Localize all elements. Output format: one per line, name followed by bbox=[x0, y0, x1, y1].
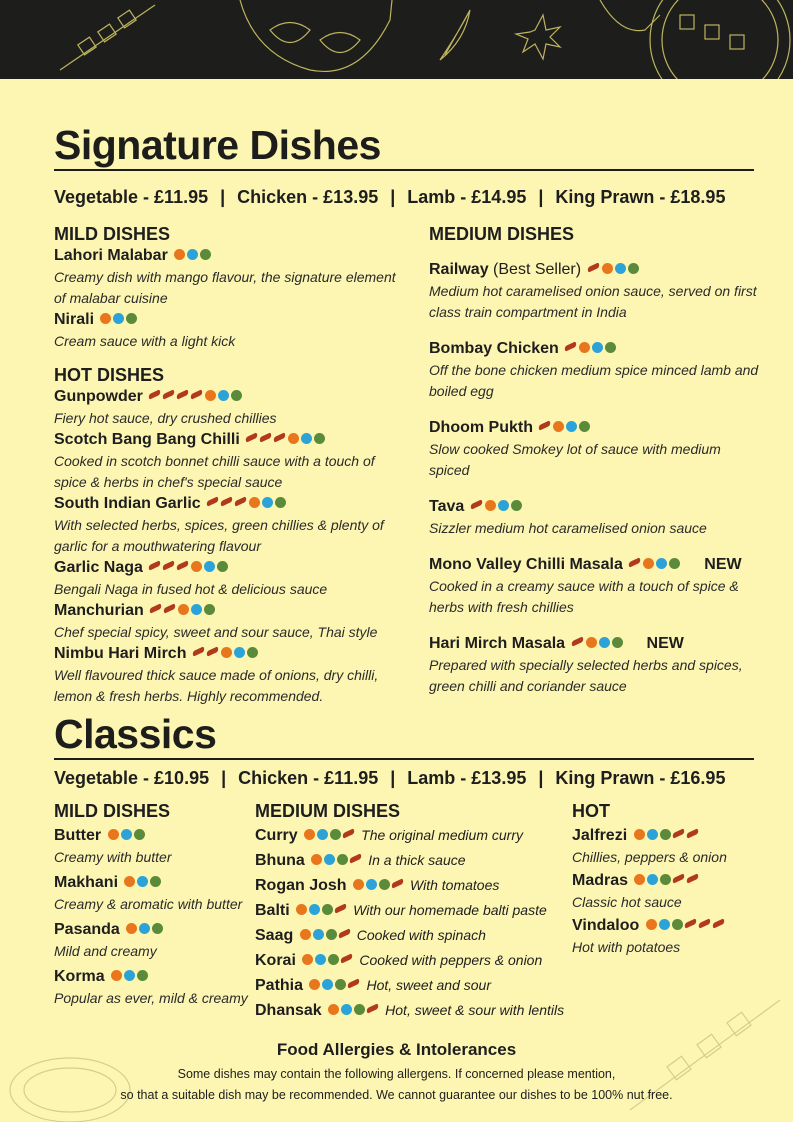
dish-name bbox=[54, 919, 249, 941]
chili-icon bbox=[683, 919, 697, 929]
classics-divider bbox=[54, 758, 754, 760]
chili-icon bbox=[586, 263, 600, 273]
dish-name-text: Nimbu Hari Mirch bbox=[54, 645, 187, 662]
dish-description: Well flavoured thick sauce made of onions, dry chilli, lemon & fresh herbs. Highly recommended. bbox=[54, 667, 379, 704]
classics-title: Classics bbox=[54, 711, 217, 757]
gluten-allergen-icon bbox=[322, 904, 333, 915]
dairy-allergen-icon bbox=[204, 561, 215, 572]
dairy-allergen-icon bbox=[191, 604, 202, 615]
dish-description: Cooked with peppers & onion bbox=[359, 952, 543, 968]
nut-allergen-icon bbox=[300, 929, 311, 940]
nut-allergen-icon bbox=[124, 876, 135, 887]
dish-name-text: Gunpowder bbox=[54, 388, 143, 405]
gluten-allergen-icon bbox=[137, 970, 148, 981]
chili-icon bbox=[191, 647, 205, 657]
nut-allergen-icon bbox=[302, 954, 313, 965]
dairy-allergen-icon bbox=[139, 923, 150, 934]
chili-icon bbox=[391, 879, 405, 889]
nut-allergen-icon bbox=[553, 421, 564, 432]
dairy-allergen-icon bbox=[121, 829, 132, 840]
dish-name-text: Dhoom Pukth bbox=[429, 419, 533, 436]
dish-description: The original medium curry bbox=[361, 827, 523, 843]
dairy-allergen-icon bbox=[366, 879, 377, 890]
dish-name bbox=[54, 245, 409, 267]
dish-description: Hot with potatoes bbox=[572, 939, 681, 955]
dish-name-text: Tava bbox=[429, 498, 465, 515]
chili-icon bbox=[148, 390, 162, 400]
nut-allergen-icon bbox=[646, 919, 657, 930]
dish-name bbox=[572, 915, 762, 937]
gluten-allergen-icon bbox=[612, 637, 623, 648]
gluten-allergen-icon bbox=[217, 561, 228, 572]
dairy-allergen-icon bbox=[124, 970, 135, 981]
chili-icon bbox=[349, 854, 363, 864]
chili-icon bbox=[564, 342, 578, 352]
dish-description: Popular as ever, mild & creamy bbox=[54, 990, 248, 1006]
chili-icon bbox=[711, 919, 725, 929]
dish-description: Bengali Naga in fused hot & delicious sauce bbox=[54, 581, 328, 597]
price-vegetable: Vegetable - £11.95 bbox=[54, 187, 209, 207]
gluten-allergen-icon bbox=[134, 829, 145, 840]
dairy-allergen-icon bbox=[262, 497, 273, 508]
dish-name-text: South Indian Garlic bbox=[54, 495, 201, 512]
dairy-allergen-icon bbox=[187, 249, 198, 260]
gluten-allergen-icon bbox=[326, 929, 337, 940]
chili-icon bbox=[176, 390, 190, 400]
price-chicken: Chicken - £11.95 bbox=[238, 768, 379, 788]
price-king-prawn: King Prawn - £18.95 bbox=[555, 187, 726, 207]
gluten-allergen-icon bbox=[330, 829, 341, 840]
dish-description: Sizzler medium hot caramelised onion sauce bbox=[429, 520, 707, 536]
dish-name-text: Scotch Bang Bang Chilli bbox=[54, 431, 240, 448]
dairy-allergen-icon bbox=[599, 637, 610, 648]
dish-name bbox=[429, 259, 759, 281]
nut-allergen-icon bbox=[309, 979, 320, 990]
dish-row bbox=[255, 948, 565, 973]
gluten-allergen-icon bbox=[511, 500, 522, 511]
chili-icon bbox=[342, 829, 356, 839]
nut-allergen-icon bbox=[304, 829, 315, 840]
dairy-allergen-icon bbox=[315, 954, 326, 965]
chili-icon bbox=[163, 604, 177, 614]
dish-name bbox=[54, 872, 249, 894]
gluten-allergen-icon bbox=[275, 497, 286, 508]
chili-icon bbox=[162, 390, 176, 400]
dish-description: With selected herbs, spices, green chillies & plenty of garlic for a mouthwatering flavour bbox=[54, 517, 384, 554]
price-vegetable: Vegetable - £10.95 bbox=[54, 768, 210, 788]
chili-icon bbox=[570, 637, 584, 647]
dairy-allergen-icon bbox=[498, 500, 509, 511]
nut-allergen-icon bbox=[178, 604, 189, 615]
dish-name-text: Pasanda bbox=[54, 921, 120, 938]
dish-description: Off the bone chicken medium spice minced lamb and boiled egg bbox=[429, 362, 759, 399]
dairy-allergen-icon bbox=[341, 1004, 352, 1015]
dish-description: Creamy dish with mango flavour, the signature element of malabar cuisine bbox=[54, 269, 396, 306]
dish-description: Fiery hot sauce, dry crushed chillies bbox=[54, 410, 277, 426]
nut-allergen-icon bbox=[586, 637, 597, 648]
dish-name bbox=[429, 417, 759, 439]
chili-icon bbox=[149, 604, 163, 614]
dish-row bbox=[255, 973, 565, 998]
chili-icon bbox=[148, 561, 162, 571]
nut-allergen-icon bbox=[191, 561, 202, 572]
nut-allergen-icon bbox=[311, 854, 322, 865]
chili-icon bbox=[347, 979, 361, 989]
dish-row bbox=[255, 823, 565, 848]
chili-icon bbox=[697, 919, 711, 929]
gluten-allergen-icon bbox=[628, 263, 639, 274]
dish-name bbox=[54, 493, 409, 515]
chili-icon bbox=[259, 433, 273, 443]
allergy-line-1: Some dishes may contain the following allergens. If concerned please mention, bbox=[177, 1067, 616, 1081]
gluten-allergen-icon bbox=[672, 919, 683, 930]
chili-icon bbox=[340, 954, 354, 964]
chili-icon bbox=[685, 829, 699, 839]
classics-hot-column bbox=[572, 800, 762, 958]
gluten-allergen-icon bbox=[669, 558, 680, 569]
signature-right-column bbox=[429, 223, 759, 697]
nut-allergen-icon bbox=[205, 390, 216, 401]
new-badge: NEW bbox=[704, 556, 742, 573]
nut-allergen-icon bbox=[100, 313, 111, 324]
gluten-allergen-icon bbox=[379, 879, 390, 890]
gluten-allergen-icon bbox=[231, 390, 242, 401]
nut-allergen-icon bbox=[485, 500, 496, 511]
classics-price-list: Vegetable - £10.95 | Chicken - £11.95 | Lamb - £13.95 | King Prawn - £16.95 bbox=[54, 768, 726, 788]
header-banner bbox=[0, 0, 793, 79]
chili-icon bbox=[190, 390, 204, 400]
dish-description: With tomatoes bbox=[410, 877, 500, 893]
dish-name bbox=[54, 557, 409, 579]
dish-description: Chillies, peppers & onion bbox=[572, 849, 727, 865]
dish-name-text: Manchurian bbox=[54, 602, 144, 619]
chili-icon bbox=[469, 500, 483, 510]
dish-description: Hot, sweet & sour with lentils bbox=[385, 1002, 565, 1018]
nut-allergen-icon bbox=[643, 558, 654, 569]
dish-name: Balti bbox=[255, 902, 290, 919]
dish-name-text: Vindaloo bbox=[572, 917, 640, 934]
chili-icon bbox=[686, 874, 700, 884]
dish-name: Pathia bbox=[255, 977, 304, 994]
category-heading: MEDIUM DISHES bbox=[429, 224, 575, 244]
dish-name-text: Railway bbox=[429, 261, 489, 278]
chili-icon bbox=[337, 929, 351, 939]
signature-divider bbox=[54, 169, 754, 171]
price-lamb: Lamb - £14.95 bbox=[407, 187, 527, 207]
gluten-allergen-icon bbox=[247, 647, 258, 658]
new-badge: NEW bbox=[646, 635, 684, 652]
dairy-allergen-icon bbox=[313, 929, 324, 940]
dish-name bbox=[429, 554, 759, 576]
dairy-allergen-icon bbox=[137, 876, 148, 887]
gluten-allergen-icon bbox=[204, 604, 215, 615]
price-lamb: Lamb - £13.95 bbox=[407, 768, 527, 788]
dish-description: Cooked in scotch bonnet chilli sauce with a touch of spice & herbs in chef's special sauce bbox=[54, 453, 375, 490]
category-heading: MILD DISHES bbox=[54, 224, 171, 244]
nut-allergen-icon bbox=[296, 904, 307, 915]
dish-description: Chef special spicy, sweet and sour sauce, Thai style bbox=[54, 624, 378, 640]
dairy-allergen-icon bbox=[113, 313, 124, 324]
chili-icon bbox=[366, 1004, 380, 1014]
classics-mild-column bbox=[54, 800, 249, 1009]
dairy-allergen-icon bbox=[659, 919, 670, 930]
dairy-allergen-icon bbox=[566, 421, 577, 432]
dish-name-text: Bombay Chicken bbox=[429, 340, 559, 357]
dish-name-text: Makhani bbox=[54, 874, 119, 891]
dairy-allergen-icon bbox=[218, 390, 229, 401]
dish-description: Slow cooked Smokey lot of sauce with medium spiced bbox=[429, 441, 721, 478]
dish-description: Mild and creamy bbox=[54, 943, 157, 959]
nut-allergen-icon bbox=[249, 497, 260, 508]
signature-left-column bbox=[54, 223, 409, 707]
dish-description: Cooked with spinach bbox=[356, 927, 486, 943]
nut-allergen-icon bbox=[221, 647, 232, 658]
dish-name bbox=[54, 600, 409, 622]
dish-row bbox=[255, 923, 565, 948]
dish-name-text: Jalfrezi bbox=[572, 827, 628, 844]
dish-name bbox=[54, 825, 249, 847]
price-chicken: Chicken - £13.95 bbox=[237, 187, 379, 207]
gluten-allergen-icon bbox=[605, 342, 616, 353]
nut-allergen-icon bbox=[602, 263, 613, 274]
dish-description: Medium hot caramelised onion sauce, served on first class train compartment in India bbox=[429, 283, 757, 320]
gluten-allergen-icon bbox=[200, 249, 211, 260]
food-sketch-illustration bbox=[0, 0, 793, 79]
chili-icon bbox=[273, 433, 287, 443]
dish-name bbox=[429, 338, 759, 360]
chili-icon bbox=[671, 829, 685, 839]
price-king-prawn: King Prawn - £16.95 bbox=[555, 768, 726, 788]
category-heading: HOT bbox=[572, 801, 610, 821]
allergy-notice bbox=[0, 1040, 793, 1106]
gluten-allergen-icon bbox=[328, 954, 339, 965]
nut-allergen-icon bbox=[126, 923, 137, 934]
category-heading: HOT DISHES bbox=[54, 365, 165, 385]
nut-allergen-icon bbox=[634, 874, 645, 885]
dish-name bbox=[429, 496, 759, 518]
gluten-allergen-icon bbox=[335, 979, 346, 990]
dairy-allergen-icon bbox=[656, 558, 667, 569]
dish-row bbox=[255, 998, 565, 1023]
dish-description: In a thick sauce bbox=[368, 852, 466, 868]
dairy-allergen-icon bbox=[647, 874, 658, 885]
gluten-allergen-icon bbox=[152, 923, 163, 934]
dish-row bbox=[255, 848, 565, 873]
dish-name bbox=[54, 309, 409, 331]
chili-icon bbox=[176, 561, 190, 571]
dairy-allergen-icon bbox=[322, 979, 333, 990]
gluten-allergen-icon bbox=[579, 421, 590, 432]
gluten-allergen-icon bbox=[314, 433, 325, 444]
signature-title: Signature Dishes bbox=[54, 122, 381, 168]
chili-icon bbox=[162, 561, 176, 571]
dish-description: Prepared with specially selected herbs and spices, green chilli and coriander sauce bbox=[429, 657, 743, 694]
chili-icon bbox=[234, 497, 248, 507]
dish-name-text: Korma bbox=[54, 968, 105, 985]
category-heading: MILD DISHES bbox=[54, 801, 171, 821]
dish-description: With our homemade balti paste bbox=[353, 902, 547, 918]
nut-allergen-icon bbox=[634, 829, 645, 840]
nut-allergen-icon bbox=[353, 879, 364, 890]
chili-icon bbox=[628, 558, 642, 568]
dish-name bbox=[54, 386, 409, 408]
dairy-allergen-icon bbox=[234, 647, 245, 658]
dish-name bbox=[572, 825, 762, 847]
dish-name bbox=[54, 643, 409, 665]
dish-name bbox=[54, 429, 409, 451]
nut-allergen-icon bbox=[174, 249, 185, 260]
dairy-allergen-icon bbox=[615, 263, 626, 274]
dish-name bbox=[572, 870, 762, 892]
dish-row bbox=[255, 873, 565, 898]
dish-description: Classic hot sauce bbox=[572, 894, 682, 910]
dish-name-text: Hari Mirch Masala bbox=[429, 635, 566, 652]
chili-icon bbox=[245, 433, 259, 443]
chili-icon bbox=[672, 874, 686, 884]
dish-name-text: Madras bbox=[572, 872, 629, 889]
gluten-allergen-icon bbox=[150, 876, 161, 887]
dish-description: Cooked in a creamy sauce with a touch of spice & herbs with fresh chillies bbox=[429, 578, 739, 615]
dish-name: Curry bbox=[255, 827, 298, 844]
gluten-allergen-icon bbox=[660, 874, 671, 885]
dairy-allergen-icon bbox=[324, 854, 335, 865]
chili-icon bbox=[220, 497, 234, 507]
dish-name: Dhansak bbox=[255, 1002, 322, 1019]
dish-name: Rogan Josh bbox=[255, 877, 347, 894]
chili-icon bbox=[334, 904, 348, 914]
nut-allergen-icon bbox=[288, 433, 299, 444]
signature-price-list: Vegetable - £11.95 | Chicken - £13.95 | Lamb - £14.95 | King Prawn - £18.95 bbox=[54, 187, 726, 207]
allergy-title: Food Allergies & Intolerances bbox=[276, 1040, 517, 1059]
dish-row bbox=[255, 898, 565, 923]
chili-icon bbox=[538, 421, 552, 431]
gluten-allergen-icon bbox=[660, 829, 671, 840]
dish-name-text: Butter bbox=[54, 827, 102, 844]
gluten-allergen-icon bbox=[354, 1004, 365, 1015]
dish-name-text: Mono Valley Chilli Masala bbox=[429, 556, 623, 573]
dish-name-text: Lahori Malabar bbox=[54, 247, 168, 264]
classics-medium-column bbox=[255, 800, 565, 1023]
category-heading: MEDIUM DISHES bbox=[255, 801, 401, 821]
dairy-allergen-icon bbox=[317, 829, 328, 840]
dairy-allergen-icon bbox=[592, 342, 603, 353]
dish-name: Saag bbox=[255, 927, 294, 944]
dish-description: Creamy & aromatic with butter bbox=[54, 896, 243, 912]
dairy-allergen-icon bbox=[647, 829, 658, 840]
chili-icon bbox=[205, 647, 219, 657]
allergy-line-2: so that a suitable dish may be recommended. We cannot guarantee our dishes to be 100% nut free. bbox=[120, 1088, 673, 1102]
dish-name: Bhuna bbox=[255, 852, 305, 869]
gluten-allergen-icon bbox=[337, 854, 348, 865]
chili-icon bbox=[206, 497, 220, 507]
nut-allergen-icon bbox=[111, 970, 122, 981]
dish-name-text: Garlic Naga bbox=[54, 559, 143, 576]
dish-name-text: Nirali bbox=[54, 311, 95, 328]
dairy-allergen-icon bbox=[309, 904, 320, 915]
dish-description: Hot, sweet and sour bbox=[366, 977, 491, 993]
dish-name: Korai bbox=[255, 952, 296, 969]
dish-description: Cream sauce with a light kick bbox=[54, 333, 236, 349]
gluten-allergen-icon bbox=[126, 313, 137, 324]
dish-name bbox=[429, 633, 759, 655]
dish-name bbox=[54, 966, 249, 988]
dish-note: (Best Seller) bbox=[493, 261, 582, 278]
dish-description: Creamy with butter bbox=[54, 849, 172, 865]
nut-allergen-icon bbox=[328, 1004, 339, 1015]
nut-allergen-icon bbox=[108, 829, 119, 840]
dairy-allergen-icon bbox=[301, 433, 312, 444]
nut-allergen-icon bbox=[579, 342, 590, 353]
